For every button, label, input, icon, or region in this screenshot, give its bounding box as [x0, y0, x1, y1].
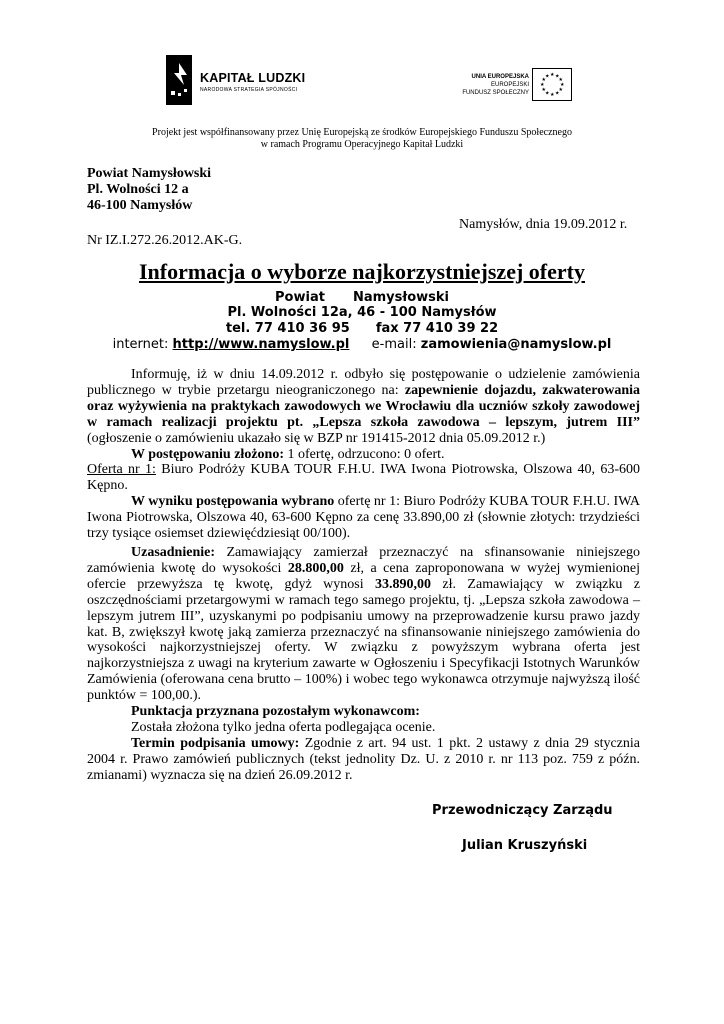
cofinancing-line-2: w ramach Programu Operacyjnego Kapitał Ludzki — [260, 139, 464, 150]
org-address — [0, 305, 724, 320]
single-offer-text: Została złożona tylko jedna oferta podlegająca ocenie. — [131, 719, 436, 735]
offer-1-text: Biuro Podróży KUBA TOUR F.H.U. IWA Iwona Piotrowska, Olszowa 40, 63-600 Kępno. — [87, 462, 640, 494]
intro-text: Informuję, iż w dniu 14.09.2012 r. odbyło się postępowanie o udzielenie zamówienia publicznego w trybie przetargu nieograniczonego na: — [87, 367, 640, 398]
paragraph-intro — [87, 367, 640, 447]
eu-line-1: UNIA EUROPEJSKA — [471, 74, 529, 80]
paragraph-justification — [87, 545, 640, 704]
org-name-part-2: Namysłowski — [352, 290, 449, 305]
org-name-part-1: Powiat — [275, 290, 325, 305]
sender-street: Pl. Wolności 12 a — [87, 182, 189, 197]
svg-text:★: ★ — [550, 72, 555, 78]
eu-line-2: EUROPEJSKI — [490, 82, 529, 88]
email-label: e-mail: — [371, 337, 417, 352]
eu-flag-icon — [532, 68, 572, 101]
paragraph-signing-date — [87, 736, 640, 784]
sender-name: Powiat Namysłowski — [87, 166, 212, 181]
paragraph-scoring — [87, 704, 640, 720]
svg-text:★: ★ — [560, 82, 565, 88]
offer-amount: 33.890,00 — [375, 576, 432, 592]
svg-text:★: ★ — [545, 73, 550, 80]
paragraph-offers-count — [87, 447, 640, 463]
justification-text-2: zł, a cena zaproponowana w wyżej wymienionej ofercie przewyższa tę kwotę, gdyż wynosi — [87, 560, 640, 592]
website-link[interactable]: http://www.namyslow.pl — [172, 337, 350, 352]
offer-1-label: Oferta nr 1: — [87, 462, 156, 478]
reference-number: Nr IZ.I.272.26.2012.AK-G. — [87, 233, 243, 248]
paragraph-single-offer — [87, 720, 640, 736]
eu-line-3: FUNDUSZ SPOŁECZNY — [462, 90, 529, 96]
offers-count-label: W postępowaniu złożono: — [131, 446, 284, 462]
svg-text:★: ★ — [558, 77, 563, 83]
paragraph-selection — [87, 494, 640, 542]
cofinancing-note — [100, 127, 624, 151]
kapital-ludzki-emblem-icon — [166, 55, 192, 105]
signature-name: Julian Kruszyński — [462, 838, 588, 853]
selection-text: ofertę nr 1: Biuro Podróży KUBA TOUR F.H.U. IWA Iwona Piotrowska, Olszowa 40, 63-600 Kępno za cenę 33.890,00 zł (słownie złotych: trzydzieści trzy tysiące osiemset dziewięćdziesiąt 00/100). — [87, 494, 640, 542]
justification-text-1: Zamawiający zamierzał przeznaczyć na sfinansowanie niniejszego zamówienia kwotę do wysokości — [87, 544, 640, 576]
kapital-ludzki-subtitle: NARODOWA STRATEGIA SPÓJNOŚCI — [200, 87, 298, 93]
svg-text:★: ★ — [541, 77, 546, 83]
svg-text:★: ★ — [540, 82, 545, 88]
selection-label: W wyniku postępowania wybrano — [131, 494, 335, 510]
kapital-ludzki-logo — [166, 55, 346, 105]
kapital-ludzki-title: KAPITAŁ LUDZKI — [200, 71, 306, 85]
org-phones — [0, 321, 724, 336]
document-title: Informacja o wyborze najkorzystniejszej oferty — [139, 259, 585, 284]
internet-label: internet: — [112, 337, 169, 352]
paragraph-offer-1 — [87, 462, 640, 494]
place-and-date: Namysłów, dnia 19.09.2012 r. — [459, 217, 628, 232]
signing-date-label: Termin podpisania umowy: — [131, 735, 300, 751]
offers-count-text: 1 ofertę, odrzucono: 0 ofert. — [283, 446, 445, 462]
svg-text:★: ★ — [541, 87, 546, 93]
sender-city: 46-100 Namysłów — [87, 198, 193, 213]
signing-date-text: Zgodnie z art. 94 ust. 1 pkt. 2 ustawy z dnia 29 stycznia 2004 r. Prawo zamówień publicznych (tekst jednolity Dz. U. z 2010 r. nr 113 poz. 759 z późn. zmianami) wyznacza się na dzień 26.09.2012 r. — [87, 735, 640, 783]
signature-role: Przewodniczący Zarządu — [432, 803, 613, 818]
justification-label: Uzasadnienie: — [131, 544, 215, 560]
org-fax: fax 77 410 39 22 — [375, 321, 499, 336]
svg-text:★: ★ — [550, 92, 555, 98]
org-contact — [0, 337, 724, 352]
svg-text:★: ★ — [555, 73, 560, 80]
justification-text-3: zł. Zamawiający w związku z oszczędnościami przetargowymi w ramach tego samego projektu, tj. „Lepsza szkoła zawodowa – lepszym jutrem III”, uzyskanymi po podpisaniu umowy na przeprowadzenie kursu prawo jazdy kat. B, zwiększył kwotę jaką zamierza przeznaczyć na sfinansowanie niniejszego zamówienia do wysokości najkorzystniejszej oferty. W związku z powyższym wybrana oferta jest najkorzystniejsza z uwagi na kryterium zawarte w Ogłoszeniu i Specyfikacji Istotnych Warunków Zamówienia (oferowana cena brutto – 100%) i wobec tego wykonawca otrzymuje najwyższą ilość punktów = 100,00.). — [87, 576, 640, 704]
intro-subject: zapewnienie dojazdu, zakwaterowania oraz wyżywienia na praktykach zawodowych we Wrocławiu dla uczniów szkoły zawodowej w ramach realizacji projektu pt. „Lepsza szkoła zawodowa – lepszym, jutrem III” — [87, 382, 640, 430]
email-address[interactable]: zamowienia@namyslow.pl — [420, 337, 612, 352]
org-tel: tel. 77 410 36 95 — [225, 321, 350, 336]
org-address-text: Pl. Wolności 12a, 46 - 100 Namysłów — [227, 305, 497, 320]
intro-notice: (ogłoszenie o zamówieniu ukazało się w BZP nr 191415-2012 dnia 05.09.2012 r.) — [87, 430, 546, 446]
budget-amount: 28.800,00 — [287, 560, 344, 576]
eu-logo-text — [445, 73, 529, 97]
svg-text:★: ★ — [555, 90, 560, 97]
svg-text:★: ★ — [545, 90, 550, 97]
svg-text:★: ★ — [558, 87, 563, 93]
cofinancing-line-1: Projekt jest współfinansowany przez Unię Europejską ze środków Europejskiego Funduszu Społecznego — [152, 127, 572, 138]
org-name — [0, 290, 724, 305]
scoring-label: Punktacja przyznana pozostałym wykonawcom: — [131, 704, 420, 720]
document-body — [87, 367, 640, 784]
